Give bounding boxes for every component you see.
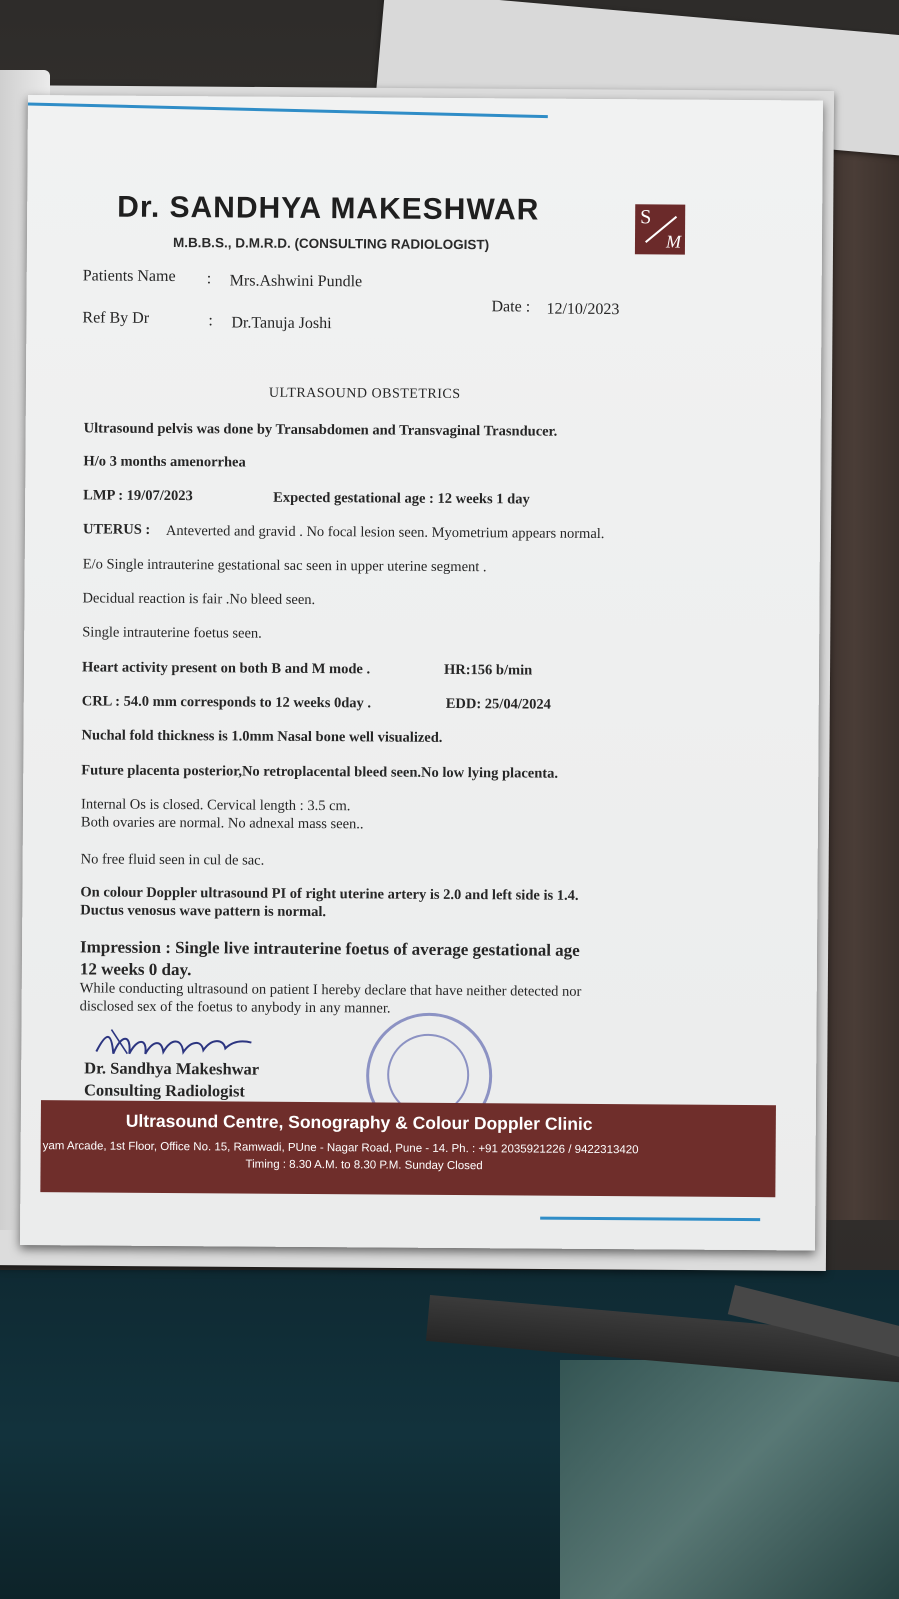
heart-activity: Heart activity present on both B and M mode . <box>81 659 371 678</box>
footer-address: yam Arcade, 1st Floor, Office No. 15, Ramwadi, PUne - Nagar Road, Pune - 14. Ph. : +91 2035921226 / 9422313420 <box>42 1140 639 1157</box>
free-fluid: No free fluid seen in cul de sac. <box>80 851 265 869</box>
doppler-finding: On colour Doppler ultrasound PI of right uterine artery is 2.0 and left side is 1.4. <box>80 884 579 904</box>
report-title: ULTRASOUND OBSTETRICS <box>268 385 461 403</box>
logo-letter-s: S <box>640 206 652 229</box>
footer-clinic-name: Ultrasound Centre, Sonography & Colour Doppler Clinic <box>125 1110 593 1134</box>
expected-gestational-age: Expected gestational age : 12 weeks 1 day <box>273 489 530 508</box>
impression-line-2: 12 weeks 0 day. <box>79 959 192 980</box>
ref-by-label: Ref By Dr <box>82 309 150 327</box>
ductus-venosus: Ductus venosus wave pattern is normal. <box>80 902 327 921</box>
decidual-reaction: Decidual reaction is fair .No bleed seen. <box>82 590 316 609</box>
edd-value: EDD: 25/04/2024 <box>445 695 551 713</box>
logo-letter-m: M <box>665 231 682 252</box>
crl-measurement: CRL : 54.0 mm corresponds to 12 weeks 0day . <box>81 693 372 712</box>
exam-method: Ultrasound pelvis was done by Transabdomen and Transvaginal Trasnducer. <box>83 420 558 440</box>
signatory-title: Consulting Radiologist <box>83 1080 246 1101</box>
declaration-line-2: disclosed sex of the foetus to anybody in any manner. <box>79 998 391 1017</box>
cervical-length: Internal Os is closed. Cervical length : 3.5 cm. <box>80 796 351 815</box>
uterus-label: UTERUS : <box>82 521 151 538</box>
placenta-finding: Future placenta posterior,No retroplacental bleed seen.No low lying placenta. <box>81 762 559 782</box>
ref-by-value: Dr.Tanuja Joshi <box>231 314 332 333</box>
doctor-name-heading: Dr. SANDHYA MAKESHWAR <box>117 190 540 227</box>
gestational-sac-finding: E/o Single intrauterine gestational sac seen in upper uterine segment . <box>82 556 487 576</box>
ref-by-colon: : <box>208 312 213 330</box>
lmp-value: LMP : 19/07/2023 <box>83 487 193 505</box>
date-value: 12/10/2023 <box>546 300 620 319</box>
fabric-highlight <box>560 1360 899 1599</box>
heart-rate: HR:156 b/min <box>443 661 533 679</box>
clinic-footer-band <box>40 1100 776 1197</box>
date-label: Date : <box>491 298 531 316</box>
uterus-findings: Anteverted and gravid . No focal lesion seen. Myometrium appears normal. <box>165 522 605 543</box>
top-blue-rule <box>28 102 548 118</box>
declaration-line-1: While conducting ultrasound on patient I hereby declare that have neither detected nor <box>79 980 582 1000</box>
clinic-logo <box>635 204 685 254</box>
report-page <box>20 95 823 1251</box>
signatory-name: Dr. Sandhya Makeshwar <box>84 1058 260 1079</box>
patient-name-label: Patients Name <box>82 267 176 286</box>
nuchal-fold: Nuchal fold thickness is 1.0mm Nasal bone well visualized. <box>81 727 443 746</box>
foetus-finding: Single intrauterine foetus seen. <box>82 624 262 642</box>
ovaries-finding: Both ovaries are normal. No adnexal mass seen.. <box>80 814 364 833</box>
patient-name-value: Mrs.Ashwini Pundle <box>229 272 363 291</box>
patient-name-colon: : <box>206 270 212 288</box>
impression-line-1: Impression : Single live intrauterine foetus of average gestational age <box>79 937 580 960</box>
footer-timing: Timing : 8.30 A.M. to 8.30 P.M. Sunday Closed <box>245 1158 483 1173</box>
doctor-qualification: M.B.B.S., D.M.R.D. (CONSULTING RADIOLOGIST) <box>172 235 490 253</box>
history-amenorrhea: H/o 3 months amenorrhea <box>83 453 246 471</box>
bottom-blue-rule <box>540 1217 760 1222</box>
